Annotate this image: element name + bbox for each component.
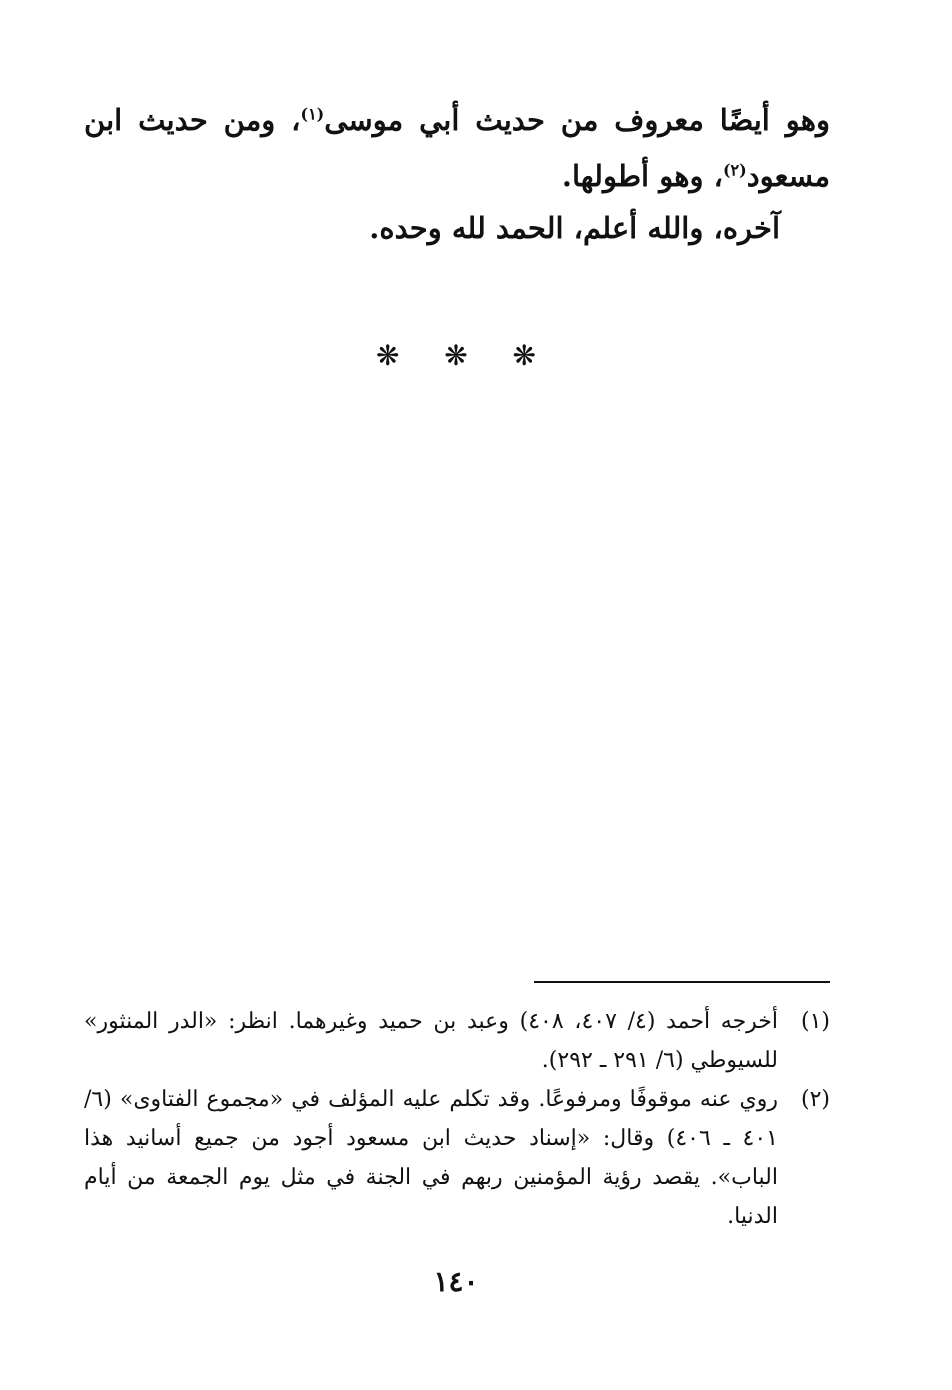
closing-line: آخره، والله أعلم، الحمد لله وحده. [369, 211, 780, 245]
footnote-1 [84, 1002, 830, 1080]
footnote-text: أخرجه أحمد (٤/ ٤٠٧، ٤٠٨) وعبد بن حميد وغيرهما. انظر: «الدر المنثور» للسيوطي (٦/ ٢٩١ ـ ٢٩٢). [84, 1009, 779, 1073]
main-text-part-2: ، ومن حديث ابن مسعود [84, 103, 830, 193]
footnote-text: روي عنه موقوفًا ومرفوعًا. وقد تكلم عليه المؤلف في «مجموع الفتاوى» (٦/ ٤٠١ ـ ٤٠٦) وقال: «إسناد حديث ابن مسعود أجود من جميع أسانيد هذا الباب». يقصد رؤية المؤمنين ربهم في الجنة في مثل يوم الجمعة من أيام الدنيا. [84, 1087, 778, 1229]
footnote-divider [534, 981, 830, 983]
footnote-number: (٢) [800, 1087, 830, 1112]
footnote-2 [84, 1080, 830, 1236]
footnote-number: (١) [800, 1009, 830, 1034]
main-paragraph [84, 92, 830, 204]
asterisk-icon: ❋ [376, 339, 400, 372]
section-separator [376, 338, 536, 374]
footnotes [84, 1002, 830, 1236]
footnote-reference-1: (١) [300, 104, 325, 124]
main-text-part-1: وهو أيضًا معروف من حديث أبي موسى [324, 103, 830, 137]
main-paragraph-text [84, 92, 830, 204]
asterisk-icon: ❋ [444, 339, 468, 372]
page-number: ١٤٠ [433, 1265, 479, 1298]
asterisk-icon: ❋ [512, 339, 536, 372]
footnote-reference-2: (٢) [722, 160, 747, 180]
main-text-part-3: ، وهو أطولها. [561, 159, 723, 193]
